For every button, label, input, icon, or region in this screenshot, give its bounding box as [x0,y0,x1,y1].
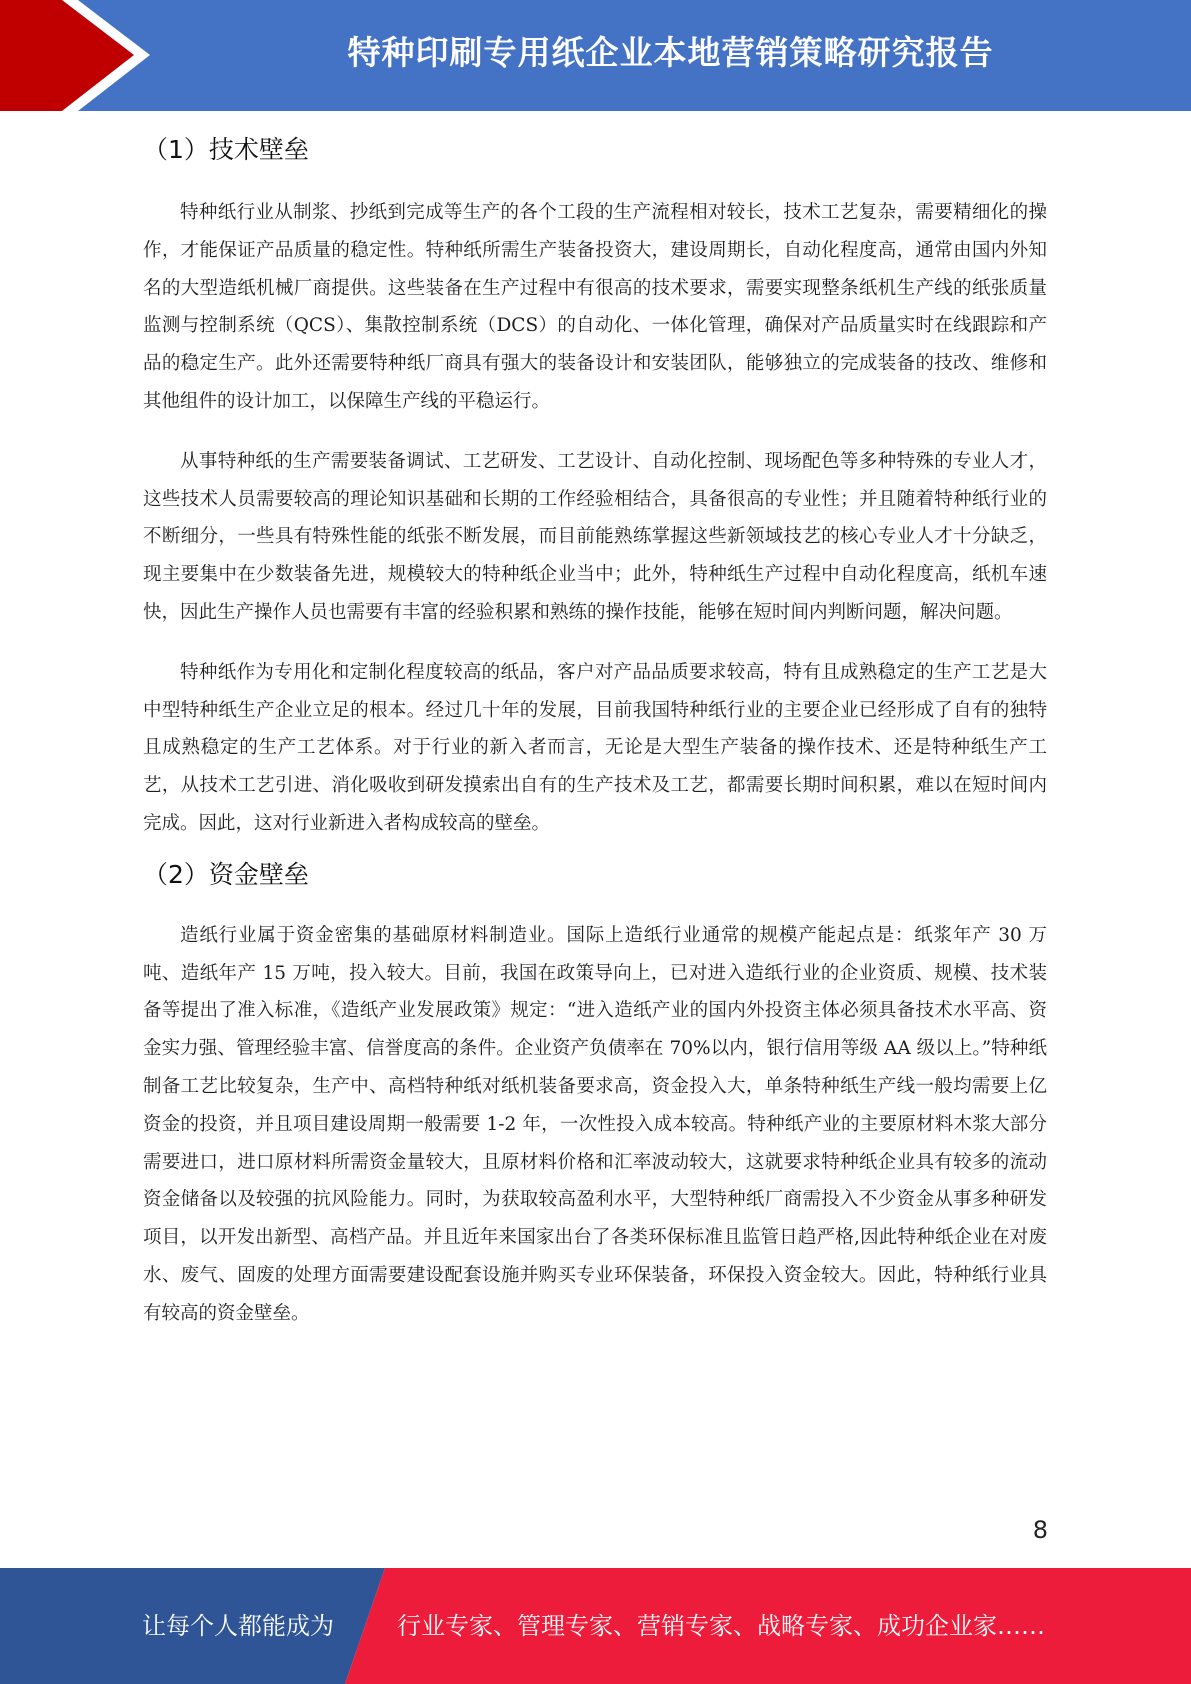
section-heading-tech-barrier: （1）技术壁垒 [143,135,309,164]
footer-slogan-right: 行业专家、管理专家、营销专家、战略专家、成功企业家…… [397,1612,1045,1640]
paragraph: 从事特种纸的生产需要装备调试、工艺研发、工艺设计、自动化控制、现场配色等多种特殊的专业人才，这些技术人员需要较高的理论知识基础和长期的工作经验相结合，具备很高的专业性；并且随着特种纸行业的不断细分，一些具有特殊性能的纸张不断发展，而目前能熟练掌握这些新领域技艺的核心专业人才十分缺乏，现主要集中在少数装备先进，规模较大的特种纸企业当中；此外，特种纸生产过程中自动化程度高，纸机车速快，因此生产操作人员也需要有丰富的经验积累和熟练的操作技能，能够在短时间内判断问题，解决问题。 [143,450,1047,623]
section-heading-capital-barrier: （2）资金壁垒 [143,859,309,889]
main-content [143,126,1047,1355]
report-title: 特种印刷专用纸企业本地营销策略研究报告 [347,33,994,72]
paragraph: 造纸行业属于资金密集的基础原材料制造业。国际上造纸行业通常的规模产能起点是：纸浆年产 30 万吨、造纸年产 15 万吨，投入较大。目前，我国在政策导向上，已对进入造纸行业的企业资质、规模、技术装备等提出了准入标准，《造纸产业发展政策》规定：“进入造纸产业的国内外投资主体必须具备技术水平高、资金实力强、管理经验丰富、信誉度高的条件。企业资产负债率在 70%以内，银行信用等级 AA 级以上。”特种纸制备工艺比较复杂，生产中、高档特种纸对纸机装备要求高，资金投入大，单条特种纸生产线一般均需要上亿资金的投资，并且项目建设周期一般需要 1-2 年，一次性投入成本较高。特种纸产业的主要原材料木浆大部分需要进口，进口原材料所需资金量较大，且原材料价格和汇率波动较大，这就要求特种纸企业具有较多的流动资金储备以及较强的抗风险能力。同时，为获取较高盈利水平，大型特种纸厂商需投入不少资金从事多种研发项目，以开发出新型、高档产品。并且近年来国家出台了各类环保标准且监管日趋严格,因此特种纸企业在对废水、废气、固废的处理方面需要建设配套设施并购买专业环保装备，环保投入资金较大。因此，特种纸行业具有较高的资金壁垒。 [143,924,1047,1324]
footer-slogan-left: 让每个人都能成为 [142,1612,334,1640]
paragraph: 特种纸行业从制浆、抄纸到完成等生产的各个工段的生产流程相对较长，技术工艺复杂，需要精细化的操作，才能保证产品质量的稳定性。特种纸所需生产装备投资大，建设周期长，自动化程度高，通常由国内外知名的大型造纸机械厂商提供。这些装备在生产过程中有很高的技术要求，需要实现整条纸机生产线的纸张质量监测与控制系统（QCS）、集散控制系统（DCS）的自动化、一体化管理，确保对产品质量实时在线跟踪和产品的稳定生产。此外还需要特种纸厂商具有强大的装备设计和安装团队，能够独立的完成装备的技改、维修和其他组件的设计加工，以保障生产线的平稳运行。 [143,202,1047,412]
page-footer [0,1568,1191,1684]
chevron-arrow-icon [0,0,160,111]
page-number: 8 [1032,1516,1048,1544]
paragraph: 特种纸作为专用化和定制化程度较高的纸品，客户对产品品质要求较高，特有且成熟稳定的生产工艺是大中型特种纸生产企业立足的根本。经过几十年的发展，目前我国特种纸行业的主要企业已经形成了自有的独特且成熟稳定的生产工艺体系。对于行业的新入者而言，无论是大型生产装备的操作技术、还是特种纸生产工艺，从技术工艺引进、消化吸收到研发摸索出自有的生产技术及工艺，都需要长期时间积累，难以在短时间内完成。因此，这对行业新进入者构成较高的壁垒。 [143,661,1047,834]
page-header [0,0,1191,111]
